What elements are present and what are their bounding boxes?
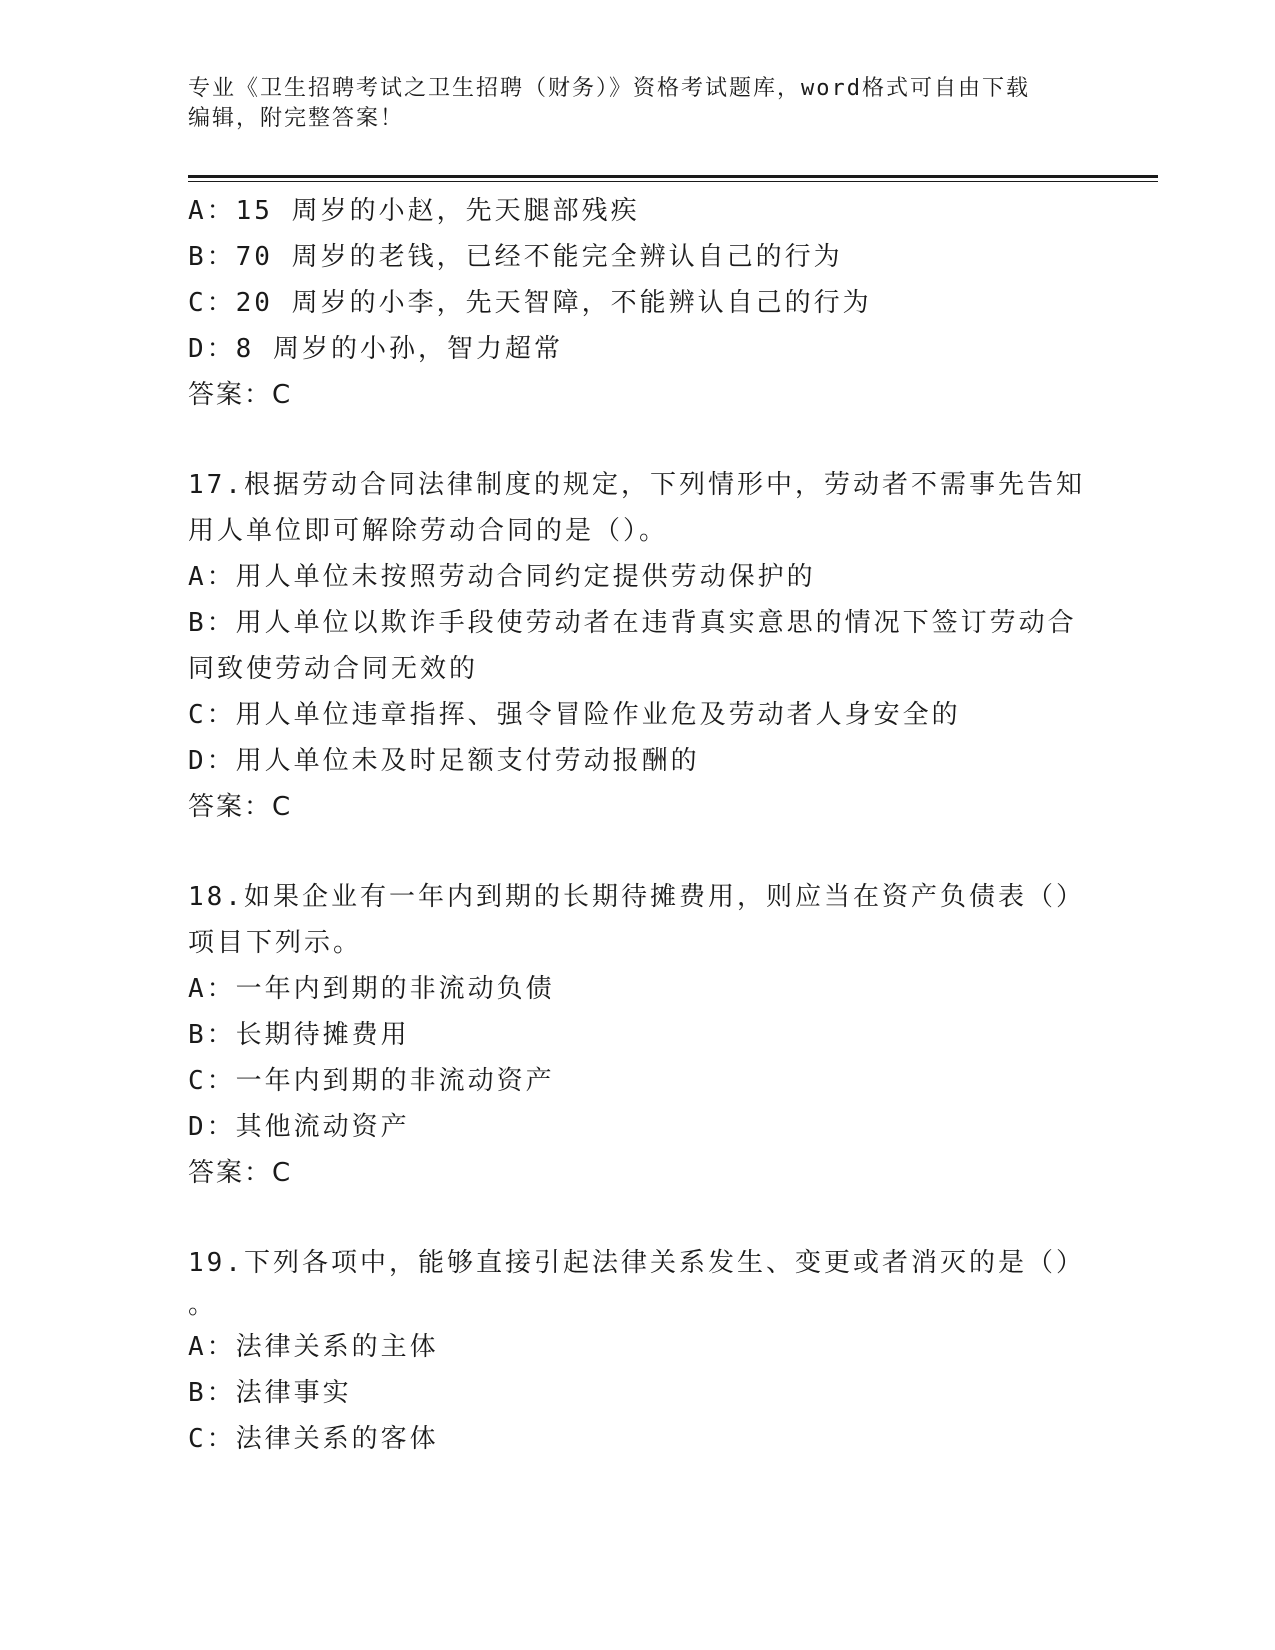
option-a: A：15 周岁的小赵，先天腿部残疾 — [188, 196, 640, 226]
question-17 — [188, 462, 1088, 830]
option-c: C：20 周岁的小李，先天智障，不能辨认自己的行为 — [188, 288, 872, 318]
option-b: B：70 周岁的老钱，已经不能完全辨认自己的行为 — [188, 242, 843, 272]
question-stem: 19.下列各项中，能够直接引起法律关系发生、变更或者消灭的是（） — [188, 1248, 1085, 1278]
option-a: A：法律关系的主体 — [188, 1332, 439, 1362]
option-c: C：法律关系的客体 — [188, 1424, 439, 1454]
question-19 — [188, 1240, 1088, 1462]
answer: 答案：C — [188, 1158, 293, 1188]
answer: 答案：C — [188, 380, 293, 410]
option-b-continued: 同致使劳动合同无效的 — [188, 654, 479, 684]
option-c: C：用人单位违章指挥、强令冒险作业危及劳动者人身安全的 — [188, 700, 961, 730]
question-stem: 18.如果企业有一年内到期的长期待摊费用，则应当在资产负债表（） — [188, 882, 1085, 912]
question-stem: 用人单位即可解除劳动合同的是（）。 — [188, 516, 669, 546]
option-a: A：用人单位未按照劳动合同约定提供劳动保护的 — [188, 562, 816, 592]
answer: 答案：C — [188, 792, 293, 822]
spacer — [188, 830, 1088, 874]
question-stem: 。 — [188, 1290, 218, 1320]
option-d: D：用人单位未及时足额支付劳动报酬的 — [188, 746, 700, 776]
question-list — [188, 188, 1088, 1462]
option-b: B：用人单位以欺诈手段使劳动者在违背真实意思的情况下签订劳动合 — [188, 608, 1077, 638]
header-divider-thick — [188, 175, 1158, 178]
option-d: D：8 周岁的小孙，智力超常 — [188, 334, 563, 364]
header-line-2: 编辑，附完整答案！ — [188, 106, 405, 131]
question-stem: 17.根据劳动合同法律制度的规定，下列情形中，劳动者不需事先告知 — [188, 470, 1085, 500]
question-18 — [188, 874, 1088, 1196]
document-header — [188, 74, 1068, 134]
option-b: B：长期待摊费用 — [188, 1020, 410, 1050]
question-16 — [188, 188, 1088, 418]
spacer — [188, 418, 1088, 462]
option-d: D：其他流动资产 — [188, 1112, 410, 1142]
header-divider-thin — [188, 181, 1158, 182]
spacer — [188, 1196, 1088, 1240]
header-line-1: 专业《卫生招聘考试之卫生招聘（财务）》资格考试题库，word格式可自由下载 — [188, 76, 1030, 101]
question-stem: 项目下列示。 — [188, 928, 363, 958]
option-c: C：一年内到期的非流动资产 — [188, 1066, 555, 1096]
option-a: A：一年内到期的非流动负债 — [188, 974, 555, 1004]
option-b: B：法律事实 — [188, 1378, 352, 1408]
